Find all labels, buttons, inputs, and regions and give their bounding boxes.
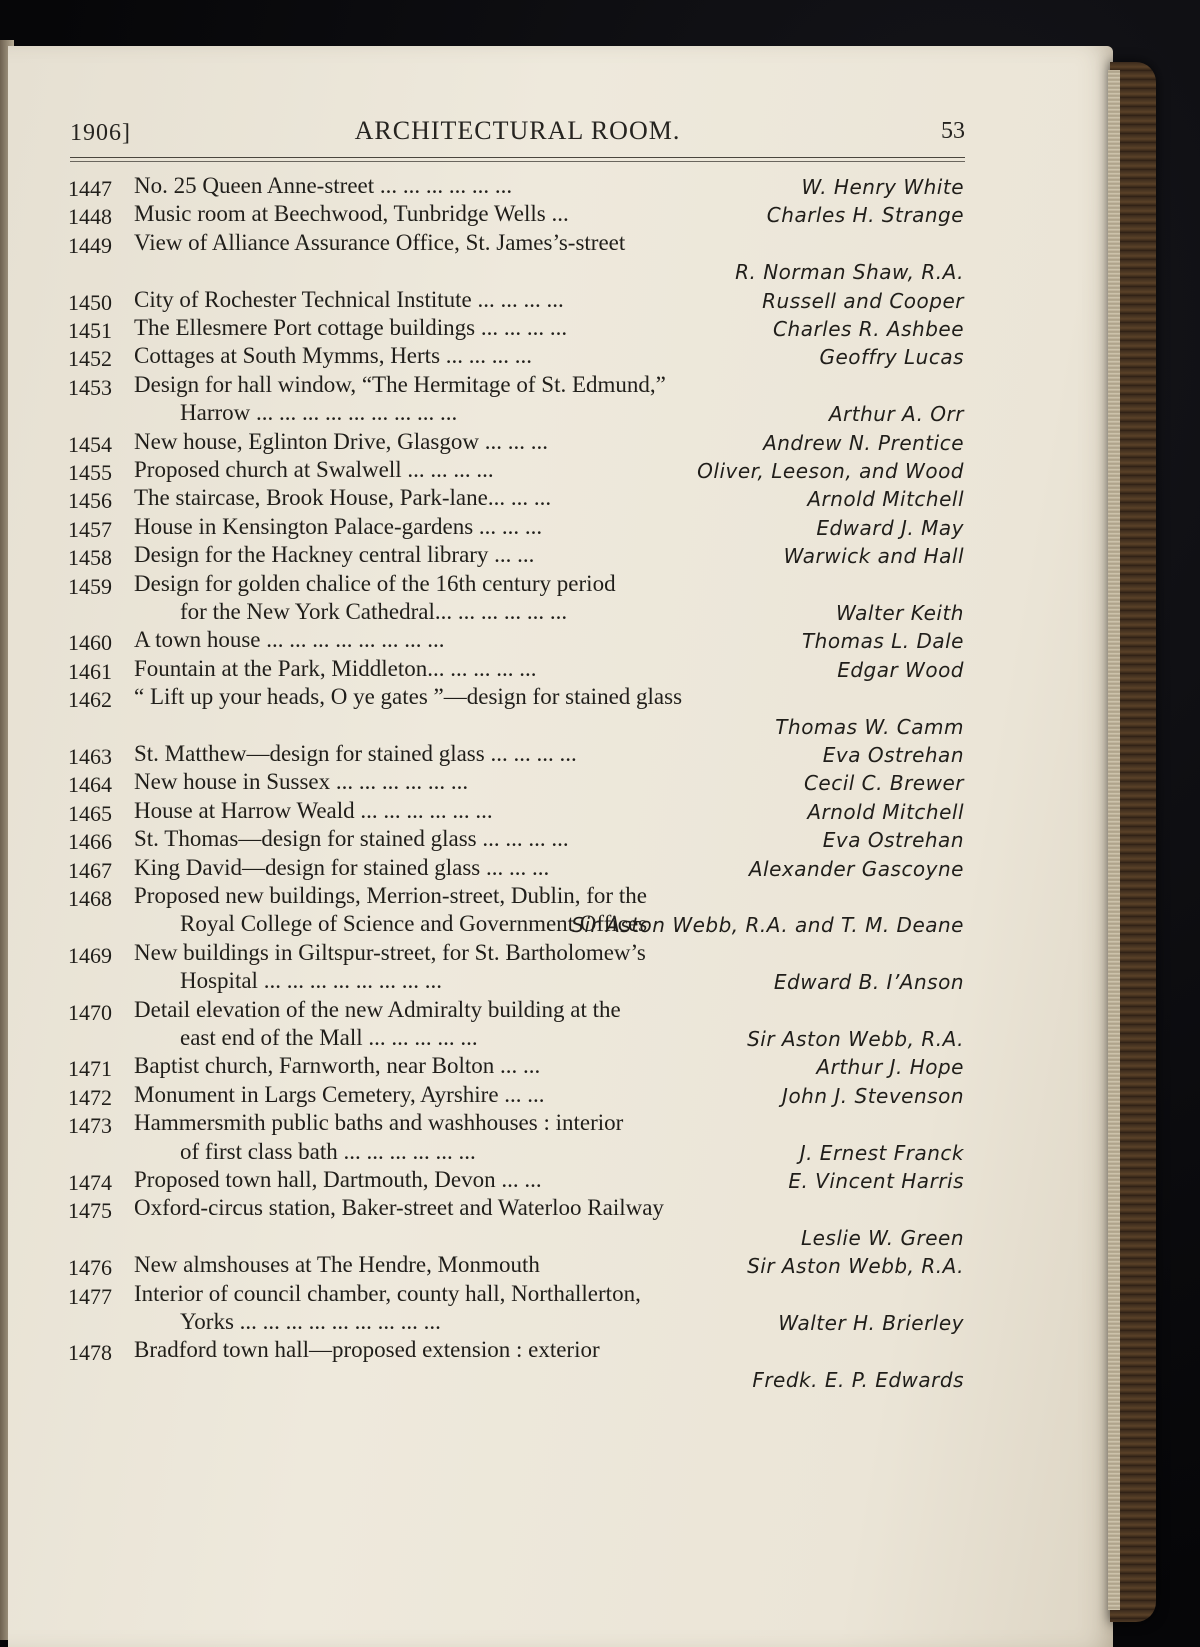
entry-line (0, 826, 1000, 856)
entry-line (0, 883, 1000, 913)
entry-title: Hammersmith public baths and washhouses : interior (134, 1110, 624, 1136)
entry-number: 1455 (68, 460, 112, 485)
entry-title: The Ellesmere Port cottage buildings ... ... ... ... (134, 315, 568, 340)
entry-line (0, 315, 1000, 345)
entry-line (0, 485, 1000, 515)
entry-number: 1467 (68, 857, 112, 883)
entry-title: Detail elevation of the new Admiralty building at the (134, 996, 621, 1022)
entry-number: 1471 (68, 1056, 112, 1082)
entry-line (0, 855, 1000, 885)
entry-line-continued (0, 599, 1000, 629)
entry-title: Fountain at the Park, Middleton... ... ... ... ... (134, 655, 537, 681)
entry-title: Monument in Largs Cemetery, Ayrshire ... ... (134, 1081, 545, 1107)
entry-author: Charles R. Ashbee (773, 317, 964, 341)
entry-number: 1447 (68, 176, 112, 201)
entry-title-continued: Yorks ... ... ... ... ... ... ... ... ... (180, 1309, 441, 1334)
entry-number: 1452 (68, 346, 112, 372)
entry-line (0, 230, 1000, 260)
entry-number: 1451 (68, 318, 112, 343)
entry-author-line (0, 1366, 1000, 1396)
entry-author: Sir Aston Webb, R.A. (747, 1254, 964, 1279)
entry-title-continued: for the New York Cathedral... ... ... ... ... ... (180, 599, 568, 624)
entry-number: 1449 (68, 232, 112, 258)
entry-author: Walter Keith (835, 601, 964, 625)
entry-line (0, 542, 1000, 572)
entry-author: J. Ernest Franck (799, 1140, 964, 1165)
entry-title: Proposed church at Swalwell ... ... ... ... (134, 457, 494, 482)
entry-author-line (0, 258, 1000, 288)
entry-line-continued (0, 1025, 1000, 1055)
entry-title: Cottages at South Mymms, Herts ... ... ... ... (134, 343, 533, 369)
entry-title: House at Harrow Weald ... ... ... ... ... ... (134, 797, 493, 823)
entry-title: New buildings in Giltspur-street, for St. Bartholomew’s (134, 939, 646, 965)
entry-number: 1473 (68, 1113, 112, 1139)
entry-title-continued: east end of the Mall ... ... ... ... ... (180, 1025, 478, 1050)
entry-title: City of Rochester Technical Institute ... ... ... ... (134, 286, 564, 312)
entry-line (0, 287, 1000, 317)
entry-number: 1458 (68, 545, 112, 571)
entry-author: Arthur J. Hope (816, 1055, 964, 1080)
entry-title: Proposed new buildings, Merrion-street, Dublin, for the (134, 883, 647, 908)
entry-author: Edgar Wood (837, 657, 964, 682)
entry-author: Cecil C. Brewer (803, 771, 964, 796)
entry-line-continued (0, 400, 1000, 430)
page-number: 53 (941, 118, 965, 144)
entry-title: No. 25 Queen Anne-street ... ... ... ... ... ... (134, 173, 513, 198)
entry-author: Thomas L. Dale (801, 629, 964, 654)
entry-title-continued: Hospital ... ... ... ... ... ... ... ... (180, 968, 442, 994)
entry-title: The staircase, Brook House, Park-lane... ... ... (134, 485, 552, 511)
entry-title: A town house ... ... ... ... ... ... ... ... (134, 627, 445, 653)
entry-author: Fredk. E. P. Edwards (752, 1367, 964, 1392)
entry-author: E. Vincent Harris (788, 1169, 964, 1193)
entry-line (0, 656, 1000, 686)
entry-title: New house in Sussex ... ... ... ... ... ... (134, 769, 469, 795)
header-title: ARCHITECTURAL ROOM. (354, 116, 681, 145)
entry-title-continued: Harrow ... ... ... ... ... ... ... ... ... (180, 400, 458, 426)
entry-author: Arnold Mitchell (807, 487, 964, 512)
entry-title: Proposed town hall, Dartmouth, Devon ... ... (134, 1167, 542, 1192)
entry-line (0, 940, 1000, 970)
entry-author: Leslie W. Green (800, 1225, 964, 1250)
entry-line (0, 372, 1000, 402)
entry-author: Geoffry Lucas (819, 345, 964, 370)
entry-title: New almshouses at The Hendre, Monmouth (134, 1252, 540, 1278)
entry-number: 1470 (68, 999, 112, 1025)
entry-author: Alexander Gascoyne (748, 856, 964, 881)
entry-number: 1463 (68, 744, 112, 769)
entry-line (0, 997, 1000, 1027)
entry-number: 1457 (68, 516, 112, 542)
header-year: 1906] (70, 120, 131, 146)
entry-author: John J. Stevenson (782, 1083, 964, 1108)
entry-author: R. Norman Shaw, R.A. (735, 260, 964, 285)
entry-title: Design for golden chalice of the 16th century period (134, 570, 616, 596)
entry-title: “ Lift up your heads, O ye gates ”—design for stained glass (134, 684, 683, 710)
entry-line-continued (0, 1309, 1000, 1339)
entry-author: Edward J. May (816, 515, 964, 540)
entry-line (0, 1053, 1000, 1083)
entry-line (0, 457, 1000, 487)
entry-author: Walter H. Brierley (778, 1311, 964, 1335)
entry-number: 1461 (68, 658, 112, 684)
entry-title: Baptist church, Farnworth, near Bolton ... ... (134, 1053, 541, 1079)
entry-author: Eva Ostrehan (822, 743, 964, 767)
entry-title: View of Alliance Assurance Office, St. James’s-street (134, 229, 626, 255)
entry-number: 1469 (68, 942, 112, 968)
entry-number: 1462 (68, 687, 112, 713)
entry-number: 1450 (68, 289, 112, 315)
entry-title: Music room at Beechwood, Tunbridge Wells ... (134, 201, 569, 227)
entry-line (0, 1167, 1000, 1197)
entry-line (0, 798, 1000, 828)
entry-author: Edward B. I’Anson (773, 970, 964, 995)
entry-author: Arnold Mitchell (807, 799, 964, 824)
entry-author: Sir Aston Webb, R.A. and T. M. Deane (571, 913, 964, 938)
entry-number: 1476 (68, 1255, 112, 1281)
entry-number: 1460 (68, 630, 112, 656)
entry-line (0, 201, 1000, 231)
entry-author: Warwick and Hall (783, 544, 964, 569)
entry-number: 1466 (68, 829, 112, 855)
entry-line (0, 1195, 1000, 1225)
entry-title: St. Thomas—design for stained glass ... ... ... ... (134, 826, 569, 852)
entry-title-continued: of first class bath ... ... ... ... ... ... (180, 1138, 476, 1164)
entry-title: St. Matthew—design for stained glass ... ... ... ... (134, 741, 577, 766)
entry-number: 1456 (68, 488, 112, 514)
entry-line-continued (0, 911, 1000, 941)
entry-title: Oxford-circus station, Baker-street and Waterloo Railway (134, 1195, 664, 1221)
entry-line (0, 429, 1000, 459)
entry-author: Oliver, Leeson, and Wood (697, 459, 964, 483)
entry-author: Eva Ostrehan (822, 828, 964, 853)
entry-number: 1472 (68, 1084, 112, 1110)
entry-author: Andrew N. Prentice (763, 430, 964, 455)
entry-number: 1454 (68, 431, 112, 457)
entry-line (0, 1337, 1000, 1367)
entry-number: 1465 (68, 800, 112, 826)
entry-line (0, 514, 1000, 544)
entry-number: 1453 (68, 374, 112, 400)
entry-number: 1459 (68, 573, 112, 599)
entry-line (0, 343, 1000, 373)
entry-author: Russell and Cooper (762, 288, 964, 313)
entry-line (0, 1082, 1000, 1112)
entry-number: 1448 (68, 204, 112, 230)
entry-author-line (0, 713, 1000, 743)
entry-line-continued (0, 1139, 1000, 1169)
entry-line (0, 1281, 1000, 1311)
entry-author: Charles H. Strange (766, 203, 964, 228)
entry-line (0, 1110, 1000, 1140)
entry-author: Arthur A. Orr (828, 402, 964, 427)
entry-line (0, 571, 1000, 601)
entry-line-continued (0, 968, 1000, 998)
entry-line (0, 173, 1000, 203)
entry-number: 1478 (68, 1340, 112, 1366)
entry-title-continued: Royal College of Science and Government Offices (180, 911, 648, 937)
entry-title: King David—design for stained glass ... ... ... (134, 854, 550, 880)
entry-number: 1474 (68, 1170, 112, 1195)
entry-line (0, 769, 1000, 799)
entry-number: 1468 (68, 886, 112, 911)
entry-author-line (0, 1224, 1000, 1254)
entry-author: W. Henry White (801, 175, 964, 199)
entry-author: Thomas W. Camm (775, 714, 964, 739)
entry-number: 1477 (68, 1283, 112, 1309)
entry-title: Interior of council chamber, county hall, Northallerton, (134, 1280, 641, 1306)
entry-line (0, 741, 1000, 771)
entry-line (0, 627, 1000, 657)
entry-title: Design for the Hackney central library ... ... (134, 542, 535, 568)
entry-title: Bradford town hall—proposed extension : exterior (134, 1337, 600, 1363)
entry-line (0, 684, 1000, 714)
entry-line (0, 1252, 1000, 1282)
entry-title: New house, Eglinton Drive, Glasgow ... ... ... (134, 428, 548, 454)
entry-title: House in Kensington Palace-gardens ... ... ... (134, 513, 543, 539)
entry-number: 1464 (68, 772, 112, 798)
entry-title: Design for hall window, “The Hermitage of St. Edmund,” (134, 371, 666, 397)
entry-author: Sir Aston Webb, R.A. (747, 1027, 964, 1051)
entry-number: 1475 (68, 1198, 112, 1224)
